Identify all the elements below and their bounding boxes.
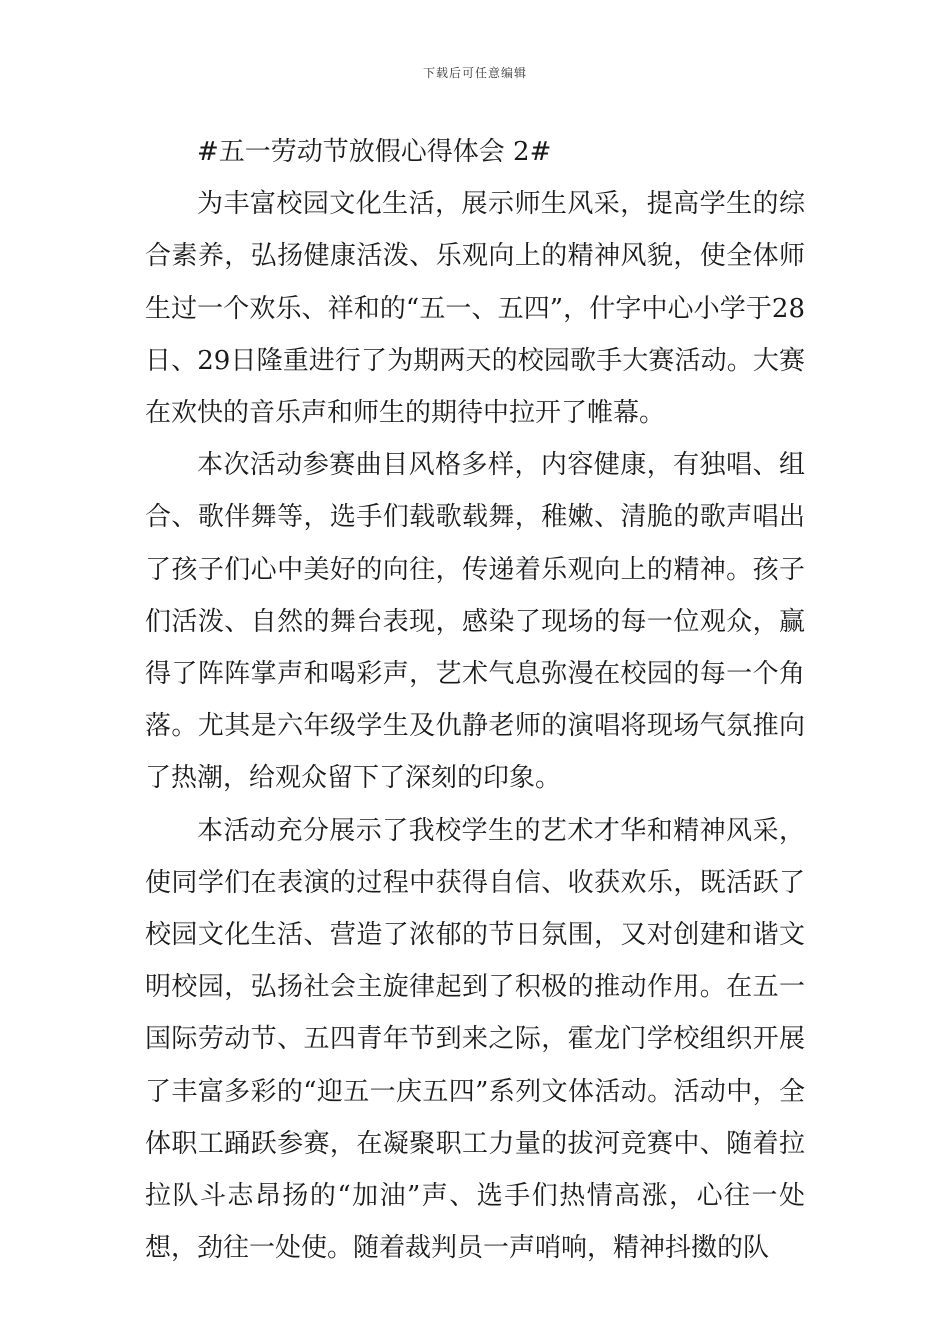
paragraph-1: 为丰富校园文化生活，展示师生风采，提高学生的综合素养，弘扬健康活泼、乐观向上的精神风貌，使全体师生过一个欢乐、祥和的“五一、五四”，什字中心小学于28日、29日隆重进行了为期两天的校园歌手大赛活动。大赛在欢快的音乐声和师生的期待中拉开了帷幕。 <box>145 189 805 429</box>
paragraph-3: 本活动充分展示了我校学生的艺术才华和精神风采，使同学们在表演的过程中获得自信、收获欢乐，既活跃了校园文化生活、营造了浓郁的节日氛围，又对创建和谐文明校园，弘扬社会主旋律起到了积极的推动作用。在五一国际劳动节、五四青年节到来之际，霍龙门学校组织开展了丰富多彩的“迎五一庆五四”系列文体活动。活动中，全体职工踊跃参赛，在凝聚职工力量的拔河竞赛中、随着拉拉队斗志昂扬的“加油”声、选手们热情高涨，心往一处想，劲往一处使。随着裁判员一声哨响，精神抖擞的队 <box>145 815 805 1264</box>
paragraph-2: 本次活动参赛曲目风格多样，内容健康，有独唱、组合、歌伴舞等，选手们载歌载舞，稚嫩、清脆的歌声唱出了孩子们心中美好的向往，传递着乐观向上的精神。孩子们活泼、自然的舞台表现，感染了现场的每一位观众，赢得了阵阵掌声和喝彩声，艺术气息弥漫在校园的每一个角落。尤其是六年级学生及仇静老师的演唱将现场气氛推向了热潮，给观众留下了深刻的印象。 <box>145 450 805 794</box>
document-body <box>145 126 805 1274</box>
section-heading: #五一劳动节放假心得体会 2# <box>197 137 552 167</box>
page-header-note: 下载后可任意编辑 <box>422 66 527 80</box>
